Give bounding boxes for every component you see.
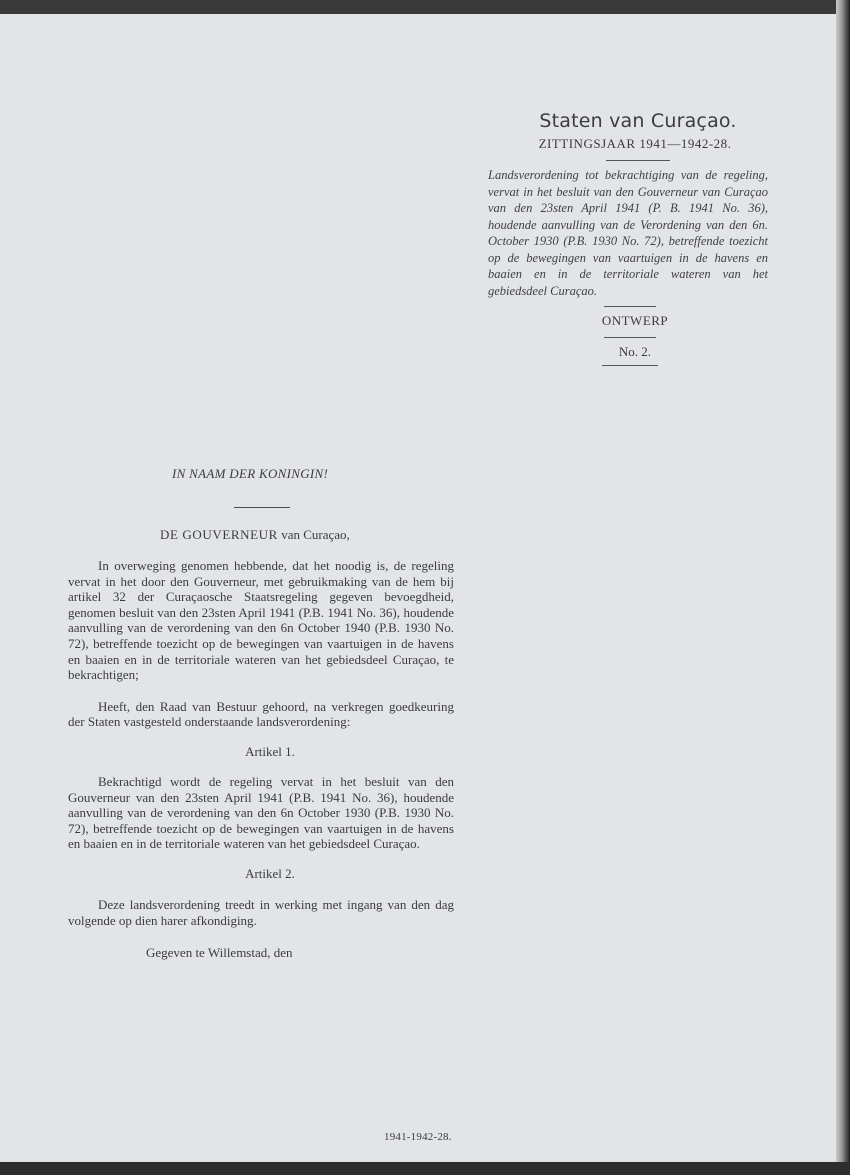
- article-2-heading: Artikel 2.: [245, 865, 295, 881]
- organization-title: Staten van Curaçao.: [539, 110, 737, 132]
- draft-number: No. 2.: [618, 344, 652, 359]
- session-year: ZITTINGSJAAR 1941—1942-28.: [538, 136, 732, 151]
- article-1-text: Bekrachtigd wordt de regeling vervat in het besluit van den Gouverneur van den 23sten April 1941 (P.B. 1941 No. 36), houdende aanvulling van de verordening van den 6n October 1930 (P.B. 1930 No. 72), betreffende toezicht op de bewegingen van vaartuigen in de havens en baaien en in de territoriale wateren van het gebiedsdeel Curaçao.: [68, 773, 454, 852]
- scan-bottom-border: [0, 1162, 850, 1175]
- scan-top-border: [0, 0, 850, 14]
- article-2-text: Deze landsverordening treedt in werking met ingang van den dag volgende op dien harer afkondiging.: [68, 896, 454, 928]
- governor-line: [68, 527, 454, 543]
- governor-title: DE GOUVERNEUR: [160, 527, 278, 542]
- article-1-heading: Artikel 1.: [245, 743, 295, 759]
- divider: [234, 507, 290, 508]
- divider: [606, 160, 670, 161]
- scan-right-edge: [836, 0, 850, 1175]
- document-page: [0, 14, 836, 1162]
- draft-label: ONTWERP: [601, 313, 669, 328]
- document-header: [488, 110, 768, 366]
- considering-paragraph: In overweging genomen hebbende, dat het noodig is, de regeling vervat in het door den Gouverneur, met gebruikmaking van de hem bij artikel 32 der Curaçaosche Staatsregeling gegeven bevoegdheid, genomen besluit van den 23sten April 1941 (P.B. 1941 No. 36), houdende aanvulling van de verordening van den 6n October 1940 (P.B. 1930 No. 72), betreffende toezicht op de bewegingen van vaartuigen in de havens en baaien en in de territoriale wateren van het gebiedsdeel Curaçao, te bekrachtigen;: [68, 558, 454, 683]
- footer-reference: 1941-1942-28.: [384, 1131, 452, 1143]
- enacting-paragraph: Heeft, den Raad van Bestuur gehoord, na verkregen goedkeuring der Staten vastgesteld onderstaande landsverordening:: [68, 698, 454, 730]
- divider: [604, 306, 656, 307]
- governor-territory: van Curaçao,: [281, 527, 350, 542]
- divider: [602, 365, 658, 366]
- subject-description: Landsverordening tot bekrachtiging van de regeling, vervat in het besluit van den Gouverneur van Curaçao van den 23sten April 1941 (P. B. 1941 No. 36), houdende aanvulling van de Verordening van den 6n. October 1930 (P.B. 1930 No. 72), betreffende toezicht op de bewegingen van vaartuigen in de havens en baaien en in de territoriale wateren van het gebiedsdeel Curaçao.: [488, 168, 768, 298]
- salutation: IN NAAM DER KONINGIN!: [172, 466, 329, 481]
- divider: [604, 337, 656, 338]
- given-at-line: Gegeven te Willemstad, den: [146, 945, 293, 961]
- document-body: [68, 466, 454, 961]
